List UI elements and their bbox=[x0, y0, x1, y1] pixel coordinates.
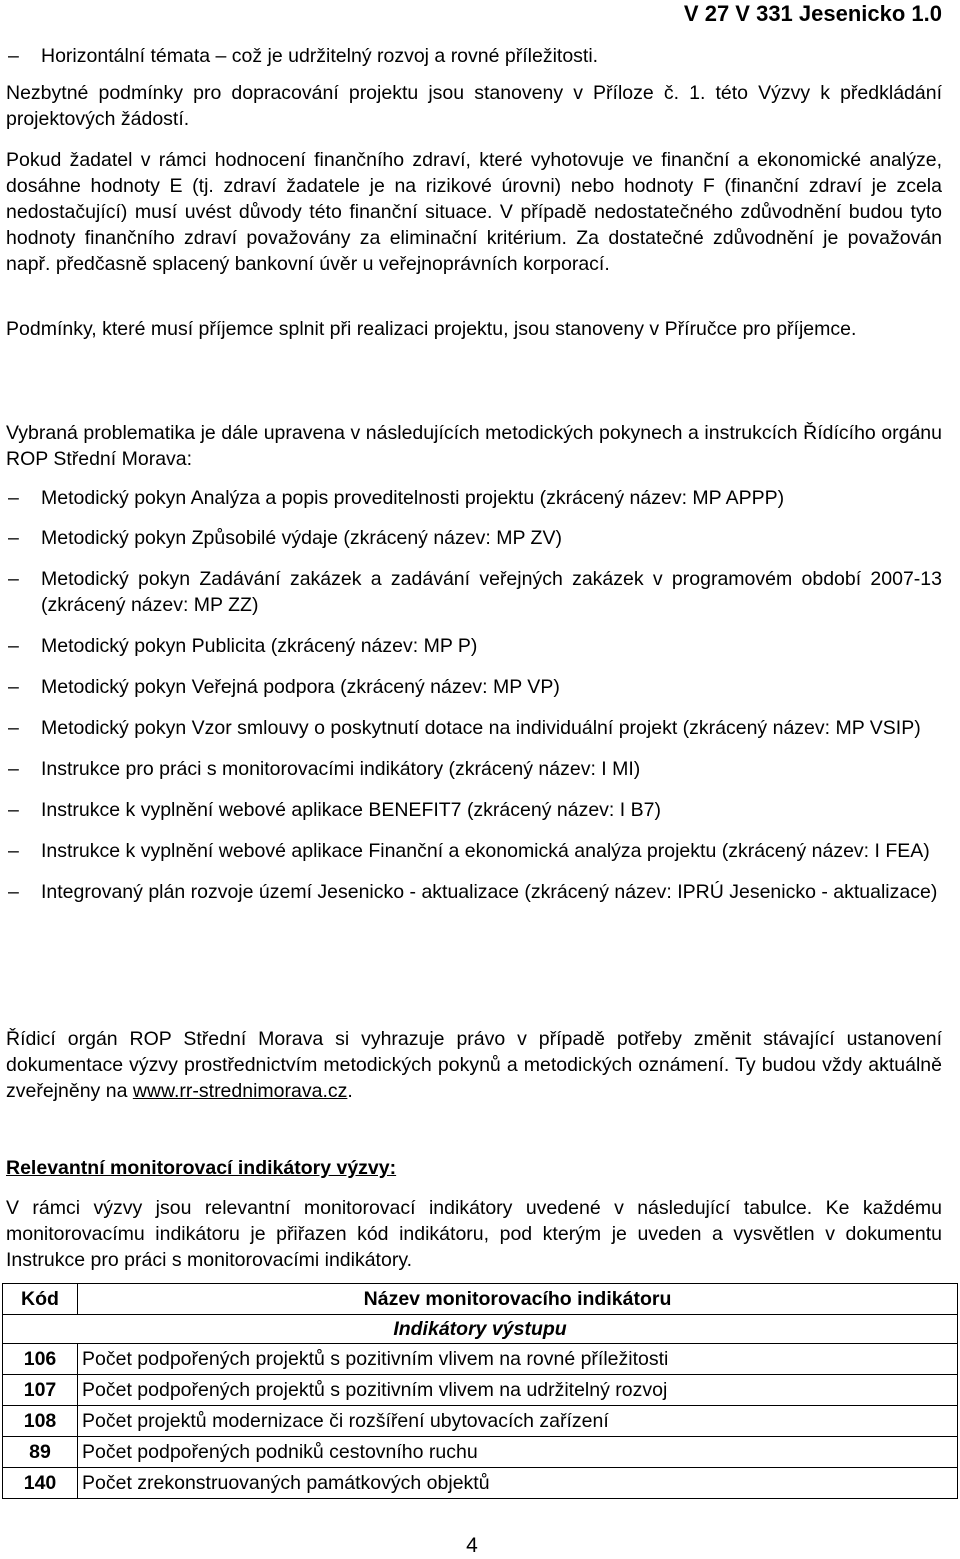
paragraph-methodology-intro: Vybraná problematika je dále upravena v následujících metodických pokynech a instrukcích Řídícího orgánu ROP Střední Morava: bbox=[6, 422, 942, 470]
table-subheader: Indikátory výstupu bbox=[3, 1315, 958, 1344]
indicator-name: Počet podpořených projektů s pozitivním vlivem na udržitelný rozvoj bbox=[78, 1375, 958, 1406]
list-item: – Integrovaný plán rozvoje území Jesenicko - aktualizace (zkrácený název: IPRÚ Jesenicko - aktualizace) bbox=[8, 881, 938, 903]
paragraph-managing-authority: Řídicí orgán ROP Střední Morava si vyhrazuje právo v případě potřeby změnit stávající ustanovení dokumentace výzvy prostřednictvím metodických pokynů a metodických oznámení. Ty budou vždy aktuálně zveřejněny na www.rr-strednimorava.cz. bbox=[6, 1028, 942, 1102]
table-row bbox=[3, 1437, 958, 1468]
list-item: – Metodický pokyn Vzor smlouvy o poskytnutí dotace na individuální projekt (zkrácený název: MP VSIP) bbox=[8, 717, 921, 739]
intro-list-item bbox=[6, 43, 960, 69]
indicator-code: 107 bbox=[3, 1375, 78, 1406]
indicator-code: 140 bbox=[3, 1468, 78, 1499]
list-item: – Metodický pokyn Veřejná podpora (zkrácený název: MP VP) bbox=[8, 676, 560, 698]
table-header-row bbox=[3, 1284, 958, 1315]
paragraph-recipient-conditions: Podmínky, které musí příjemce splnit při realizaci projektu, jsou stanoveny v Příručce pro příjemce. bbox=[6, 318, 857, 340]
list-item: – Instrukce k vyplnění webové aplikace Finanční a ekonomická analýza projektu (zkrácený název: I FEA) bbox=[8, 840, 930, 862]
dash-bullet-icon: – bbox=[8, 799, 19, 821]
dash-bullet-icon: – bbox=[8, 527, 19, 549]
paragraph-indicators-intro: V rámci výzvy jsou relevantní monitorovací indikátory uvedené v následující tabulce. Ke každému monitorovacímu indikátoru je přiřazen kód indikátoru, pod kterým je uveden a vysvětlen v dokumentu Instrukce pro práci s monitorovacími indikátory. bbox=[6, 1197, 942, 1271]
dash-bullet-icon: – bbox=[8, 758, 19, 780]
column-header-name: Název monitorovacího indikátoru bbox=[78, 1284, 958, 1315]
list-item: – Metodický pokyn Zadávání zakázek a zadávání veřejných zakázek v programovém období 2007-13 (zkrácený název: MP ZZ) bbox=[8, 568, 942, 616]
indicator-name: Počet podpořených projektů s pozitivním vlivem na rovné příležitosti bbox=[78, 1344, 958, 1375]
dash-bullet-icon: – bbox=[8, 487, 19, 509]
list-item: – Metodický pokyn Způsobilé výdaje (zkrácený název: MP ZV) bbox=[8, 527, 562, 549]
dash-bullet-icon: – bbox=[8, 717, 19, 739]
list-item: – Metodický pokyn Publicita (zkrácený název: MP P) bbox=[8, 635, 478, 657]
website-link[interactable]: www.rr-strednimorava.cz bbox=[132, 1080, 348, 1102]
paragraph-conditions: Nezbytné podmínky pro dopracování projektu jsou stanoveny v Příloze č. 1. této Výzvy k předkládání projektových žádostí. bbox=[6, 82, 942, 130]
paragraph-financial-health: Pokud žadatel v rámci hodnocení finančního zdraví, které vyhotovuje ve finanční a ekonomické analýze, dosáhne hodnoty E (tj. zdraví žadatele je na rizikové úrovni) nebo hodnoty F (finanční zdraví je zcela nedostačující) musí uvést důvody této finanční situace. V případě nedostatečného zdůvodnění budou tyto hodnoty finančního zdraví považovány za eliminační kritérium. Za dostatečné zdůvodnění je považován např. předčasně splacený bankovní úvěr u veřejnoprávních korporací. bbox=[6, 149, 942, 275]
indicator-name: Počet podpořených podniků cestovního ruchu bbox=[78, 1437, 958, 1468]
dash-bullet-icon: – bbox=[8, 840, 19, 862]
indicator-code: 108 bbox=[3, 1406, 78, 1437]
indicators-table bbox=[2, 1283, 958, 1499]
list-item: – Metodický pokyn Analýza a popis proveditelnosti projektu (zkrácený název: MP APPP) bbox=[8, 487, 785, 509]
indicator-code: 89 bbox=[3, 1437, 78, 1468]
dash-bullet-icon: – bbox=[8, 45, 19, 67]
dash-bullet-icon: – bbox=[8, 635, 19, 657]
dash-bullet-icon: – bbox=[8, 568, 19, 590]
page-number: 4 bbox=[466, 1534, 478, 1557]
table-subheader-row bbox=[3, 1315, 958, 1344]
table-row bbox=[3, 1375, 958, 1406]
dash-bullet-icon: – bbox=[8, 676, 19, 698]
indicator-name: Počet projektů modernizace či rozšíření ubytovacích zařízení bbox=[78, 1406, 958, 1437]
dash-bullet-icon: – bbox=[8, 881, 19, 903]
section-heading: Relevantní monitorovací indikátory výzvy: bbox=[6, 1157, 397, 1179]
methodology-list bbox=[6, 485, 942, 905]
document-header: V 27 V 331 Jesenicko 1.0 bbox=[683, 1, 942, 26]
list-item: – Instrukce pro práci s monitorovacími indikátory (zkrácený název: I MI) bbox=[8, 758, 641, 780]
column-header-code: Kód bbox=[3, 1284, 78, 1315]
table-row bbox=[3, 1344, 958, 1375]
table-row bbox=[3, 1406, 958, 1437]
intro-item-text: Horizontální témata – což je udržitelný rozvoj a rovné příležitosti. bbox=[41, 45, 599, 67]
indicator-code: 106 bbox=[3, 1344, 78, 1375]
list-item: – Instrukce k vyplnění webové aplikace BENEFIT7 (zkrácený název: I B7) bbox=[8, 799, 661, 821]
table-row bbox=[3, 1468, 958, 1499]
indicator-name: Počet zrekonstruovaných památkových objektů bbox=[78, 1468, 958, 1499]
